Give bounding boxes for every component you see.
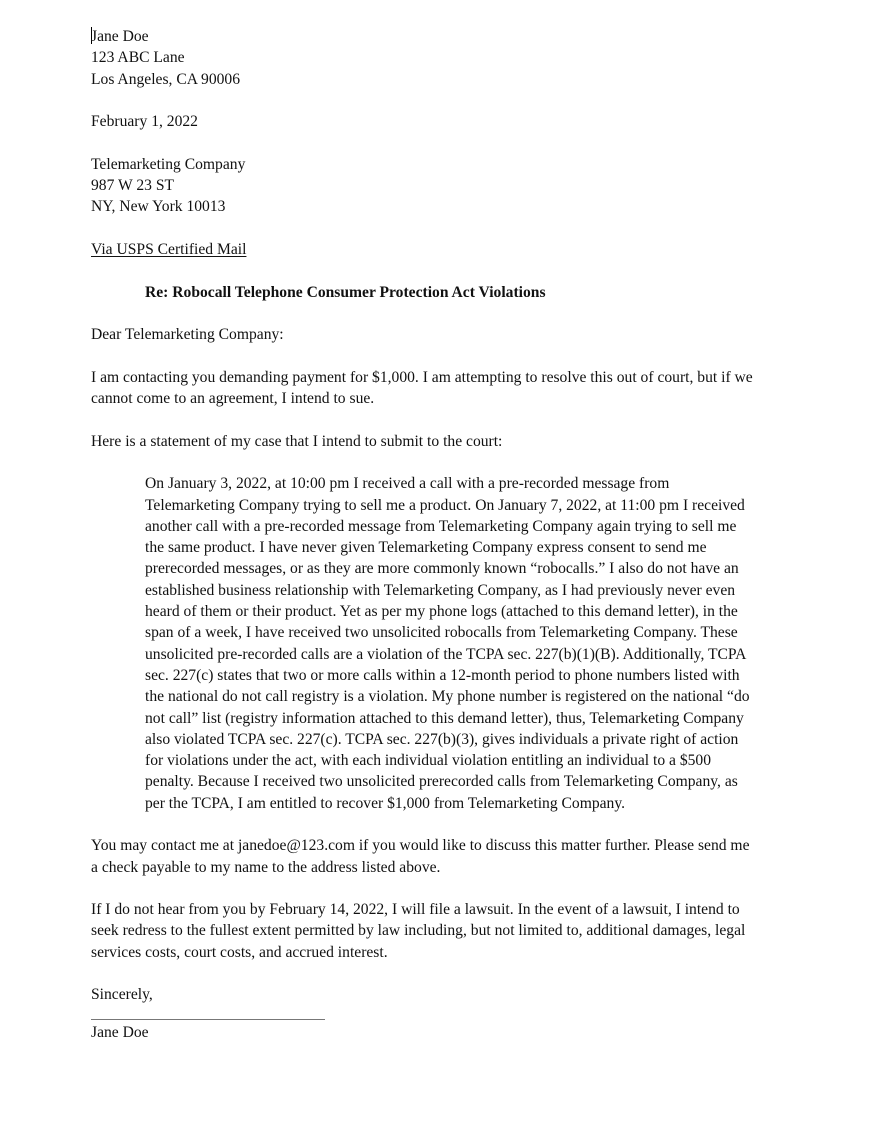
spacer — [91, 878, 791, 899]
paragraph-line: cannot come to an agreement, I intend to sue. — [91, 390, 375, 408]
statement-line: penalty. Because I received two unsolicited prerecorded calls from Telemarketing Company, as — [145, 773, 738, 791]
demand-paragraph — [91, 367, 791, 410]
statement-line: for violations under the act, with each individual violation entitling an individual to a $500 — [145, 752, 712, 770]
sender-name: Jane Doe — [91, 28, 149, 45]
closing: Sincerely, — [91, 986, 153, 1004]
spacer — [91, 452, 791, 473]
paragraph-line: seek redress to the fullest extent permitted by law including, but not limited to, additional damages, legal — [91, 922, 746, 940]
statement-line: the national do not call registry is a violation. My phone number is registered on the national “do — [145, 688, 750, 706]
paragraph-line: You may contact me at janedoe@123.com if you would like to discuss this matter further. Please send me — [91, 837, 750, 855]
spacer — [91, 132, 791, 153]
letter-date: February 1, 2022 — [91, 113, 198, 131]
case-statement-block — [145, 473, 775, 814]
statement-line: prerecorded messages, or as they are more commonly known “robocalls.” I also do not have an — [145, 560, 739, 578]
statement-line: established business relationship with Telemarketing Company, as I had previously never even — [145, 581, 736, 599]
statement-line: the same product. I have never given Telemarketing Company express consent to send me — [145, 539, 707, 557]
spacer — [91, 814, 791, 835]
statement-line: per the TCPA, I am entitled to recover $1,000 from Telemarketing Company. — [145, 794, 626, 812]
statement-line: Telemarketing Company trying to sell me a product. On January 7, 2022, at 11:00 pm I received — [145, 496, 745, 514]
statement-line: also violated TCPA sec. 227(c). TCPA sec. 227(b)(3), gives individuals a private right of action — [145, 730, 739, 748]
statement-line: On January 3, 2022, at 10:00 pm I received a call with a pre-recorded message from — [145, 475, 670, 493]
deadline-paragraph — [91, 899, 791, 963]
signature-line — [91, 1006, 325, 1020]
sender-address-block — [91, 26, 791, 90]
statement-line: another call with a pre-recorded message from Telemarketing Company again trying to sell me — [145, 517, 737, 535]
spacer — [91, 345, 791, 366]
statement-line: heard of them or their product. Yet as per my phone logs (attached to this demand letter), in the — [145, 603, 738, 621]
paragraph-line: services costs, court costs, and accrued interest. — [91, 943, 388, 961]
signature-name: Jane Doe — [91, 1023, 149, 1041]
statement-line: sec. 227(c) states that two or more calls within a 12-month period to phone numbers listed with — [145, 666, 740, 684]
spacer — [91, 963, 791, 984]
statement-line: unsolicited pre-recorded calls are a violation of the TCPA sec. 227(b)(1)(B). Additionally, TCPA — [145, 645, 747, 663]
paragraph-line: a check payable to my name to the address listed above. — [91, 858, 441, 876]
sender-city-line: Los Angeles, CA 90006 — [91, 70, 241, 88]
contact-paragraph — [91, 835, 791, 878]
recipient-street: 987 W 23 ST — [91, 177, 175, 195]
spacer — [91, 409, 791, 430]
sender-name-line[interactable] — [91, 26, 791, 47]
delivery-method: Via USPS Certified Mail — [91, 240, 247, 258]
paragraph-line: If I do not hear from you by February 14, 2022, I will file a lawsuit. In the event of a lawsuit, I intend to — [91, 901, 740, 919]
sender-street: 123 ABC Lane — [91, 49, 185, 67]
paragraph-line: I am contacting you demanding payment for $1,000. I am attempting to resolve this out of court, but if we — [91, 368, 753, 386]
statement-line: not call” list (registry information attached to this demand letter), thus, Telemarketing Company — [145, 709, 744, 727]
statement-line: span of a week, I have received two unsolicited robocalls from Telemarketing Company. These — [145, 624, 738, 642]
salutation: Dear Telemarketing Company: — [91, 326, 284, 344]
letter-document[interactable] — [91, 26, 791, 1043]
recipient-name: Telemarketing Company — [91, 155, 246, 173]
recipient-address-block — [91, 154, 791, 218]
subject-line: Re: Robocall Telephone Consumer Protection Act Violations — [145, 283, 546, 301]
spacer — [91, 303, 791, 324]
spacer — [91, 260, 791, 281]
recipient-city-line: NY, New York 10013 — [91, 198, 226, 216]
spacer — [91, 218, 791, 239]
spacer — [91, 90, 791, 111]
statement-intro: Here is a statement of my case that I intend to submit to the court: — [91, 432, 503, 450]
